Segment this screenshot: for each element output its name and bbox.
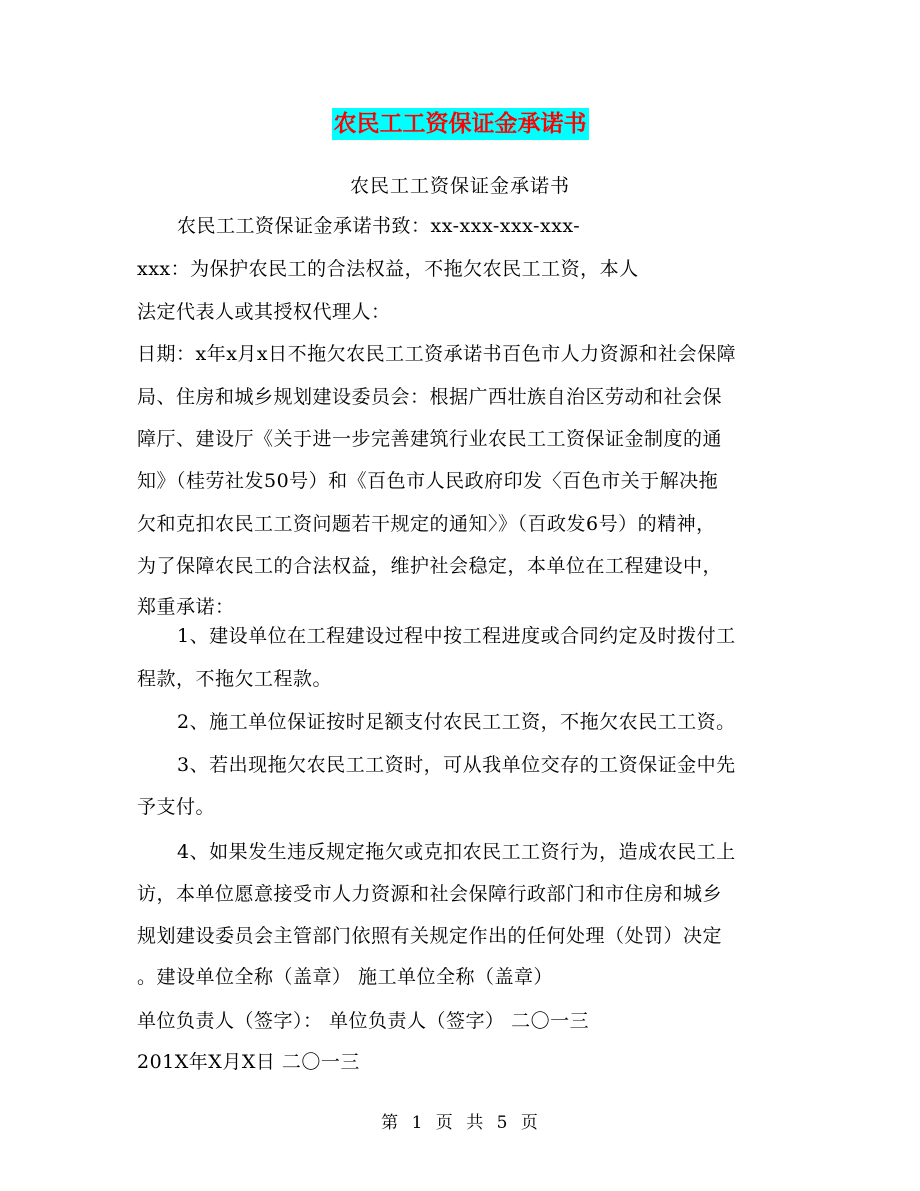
- list-item-1-cont: 程款，不拖欠工程款。: [137, 668, 333, 690]
- body-line: 为了保障农民工的合法权益，维护社会稳定，本单位在工程建设中，: [137, 555, 723, 577]
- page-title: 农民工工资保证金承诺书: [332, 108, 589, 140]
- body-line: 局、住房和城乡规划建设委员会：根据广西壮族自治区劳动和社会保: [137, 386, 723, 408]
- body-line: 郑重承诺：: [137, 596, 235, 618]
- list-item-4-cont: 访，本单位愿意接受市人力资源和社会保障行政部门和市住房和城乡: [137, 883, 723, 905]
- footer-page-number: 1: [411, 1113, 424, 1133]
- footer-total-pages: 5: [496, 1113, 509, 1133]
- body-line: 欠和克扣农民工工资问题若干规定的通知〉》（百政发6号）的精神，: [137, 513, 716, 535]
- list-item-3: 3、若出现拖欠农民工工资时，可从我单位交存的工资保证金中先: [177, 754, 736, 776]
- signature-date: 201X年X月X日 二〇一三: [137, 1051, 360, 1073]
- page-footer: [0, 1111, 920, 1135]
- footer-total-word: 共: [466, 1113, 485, 1133]
- body-line: 日期：x年x月x日不拖欠农民工工资承诺书百色市人力资源和社会保障: [137, 343, 737, 365]
- list-item-2: 2、施工单位保证按时足额支付农民工工资，不拖欠农民工工资。: [177, 711, 736, 733]
- footer-prefix: 第: [381, 1113, 400, 1133]
- body-line: 障厅、建设厅《关于进一步完善建筑行业农民工工资保证金制度的通: [137, 428, 723, 450]
- body-line: xxx：为保护农民工的合法权益，不拖欠农民工工资，本人: [137, 258, 639, 280]
- body-line: 法定代表人或其授权代理人：: [137, 301, 391, 323]
- list-item-4-cont: 规划建设委员会主管部门依照有关规定作出的任何处理（处罚）决定: [137, 925, 723, 947]
- footer-suffix: 页: [520, 1113, 539, 1133]
- list-item-4: 4、如果发生违反规定拖欠或克扣农民工工资行为，造成农民工上: [177, 841, 736, 863]
- footer-page-word: 页: [435, 1113, 454, 1133]
- title-block: [0, 108, 920, 140]
- signature-units: 。建设单位全称（盖章） 施工单位全称（盖章）: [137, 966, 554, 988]
- signature-heads: 单位负责人（签字）： 单位负责人（签字） 二〇一三: [137, 1010, 590, 1032]
- body-line: 知》（桂劳社发50号）和《百色市人民政府印发〈百色市关于解决拖: [137, 470, 719, 492]
- list-item-1: 1、建设单位在工程建设过程中按工程进度或合同约定及时拨付工: [177, 625, 736, 647]
- subtitle: 农民工工资保证金承诺书: [349, 175, 570, 197]
- list-item-3-cont: 予支付。: [137, 796, 216, 818]
- body-line: 农民工工资保证金承诺书致：xx-xxx-xxx-xxx-: [177, 215, 581, 237]
